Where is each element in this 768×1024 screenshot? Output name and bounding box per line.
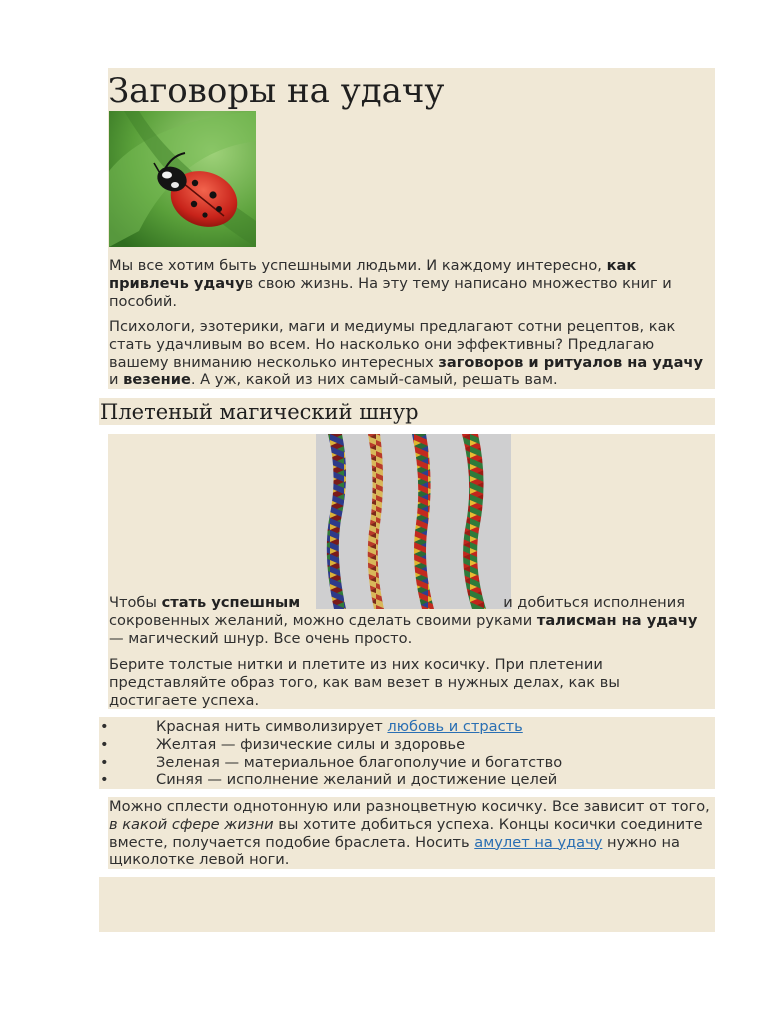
bullet-icon: • bbox=[100, 771, 109, 789]
bullet-icon: • bbox=[100, 718, 109, 735]
list-item: • Красная нить символизирует любовь и страсть bbox=[100, 718, 523, 735]
love-passion-link[interactable]: любовь и страсть bbox=[387, 718, 523, 735]
cord-paragraph-2: Берите толстые нитки и плетите из них косичку. При плетении представляйте образ того, как вам везет в нужных делах, как вы достигаете успеха. bbox=[109, 656, 620, 709]
page-title: Заговоры на удачу bbox=[108, 71, 445, 111]
intro-paragraph-2: Психологи, эзотерики, маги и медиумы предлагают сотни рецептов, как стать удачливым во всем. Но насколько они эффективны? Предлагаю вашему вниманию несколько интересных заговоров и ритуалов на удачу и везение. А уж, какой из них самый-самый, решать вам. bbox=[109, 318, 703, 389]
cord-paragraph-1: Чтобы стать успешным и добиться исполнения сокровенных желаний, можно сделать своими руками талисман на удачу — магический шнур. Все очень просто. bbox=[109, 594, 698, 647]
amulet-link[interactable]: амулет на удачу bbox=[474, 833, 603, 851]
empty-footer-block bbox=[99, 877, 715, 932]
braided-cords-image bbox=[316, 434, 511, 609]
intro-paragraph-1: Мы все хотим быть успешными людьми. И каждому интересно, как привлечь удачув свою жизнь. На эту тему написано множество книг и пособий. bbox=[109, 257, 672, 310]
list-item: • Желтая — физические силы и здоровье bbox=[100, 735, 466, 753]
ladybug-image bbox=[109, 111, 256, 247]
bullet-icon: • bbox=[100, 735, 109, 753]
list-item: • Зеленая — материальное благополучие и богатство bbox=[100, 753, 563, 771]
section-heading: Плетеный магический шнур bbox=[100, 400, 419, 424]
list-item: • Синяя — исполнение желаний и достижение целей bbox=[100, 771, 558, 789]
bullet-icon: • bbox=[100, 753, 109, 771]
thread-color-list bbox=[100, 718, 562, 789]
closing-paragraph: Можно сплести однотонную или разноцветную косичку. Все зависит от того, в какой сфере жизни вы хотите добиться успеха. Концы косички соедините вместе, получается подобие браслета. Носить амулет на удачу нужно на щиколотке левой ноги. bbox=[109, 798, 710, 869]
braided-cords-photo bbox=[316, 434, 511, 609]
ladybug-photo bbox=[109, 111, 256, 247]
